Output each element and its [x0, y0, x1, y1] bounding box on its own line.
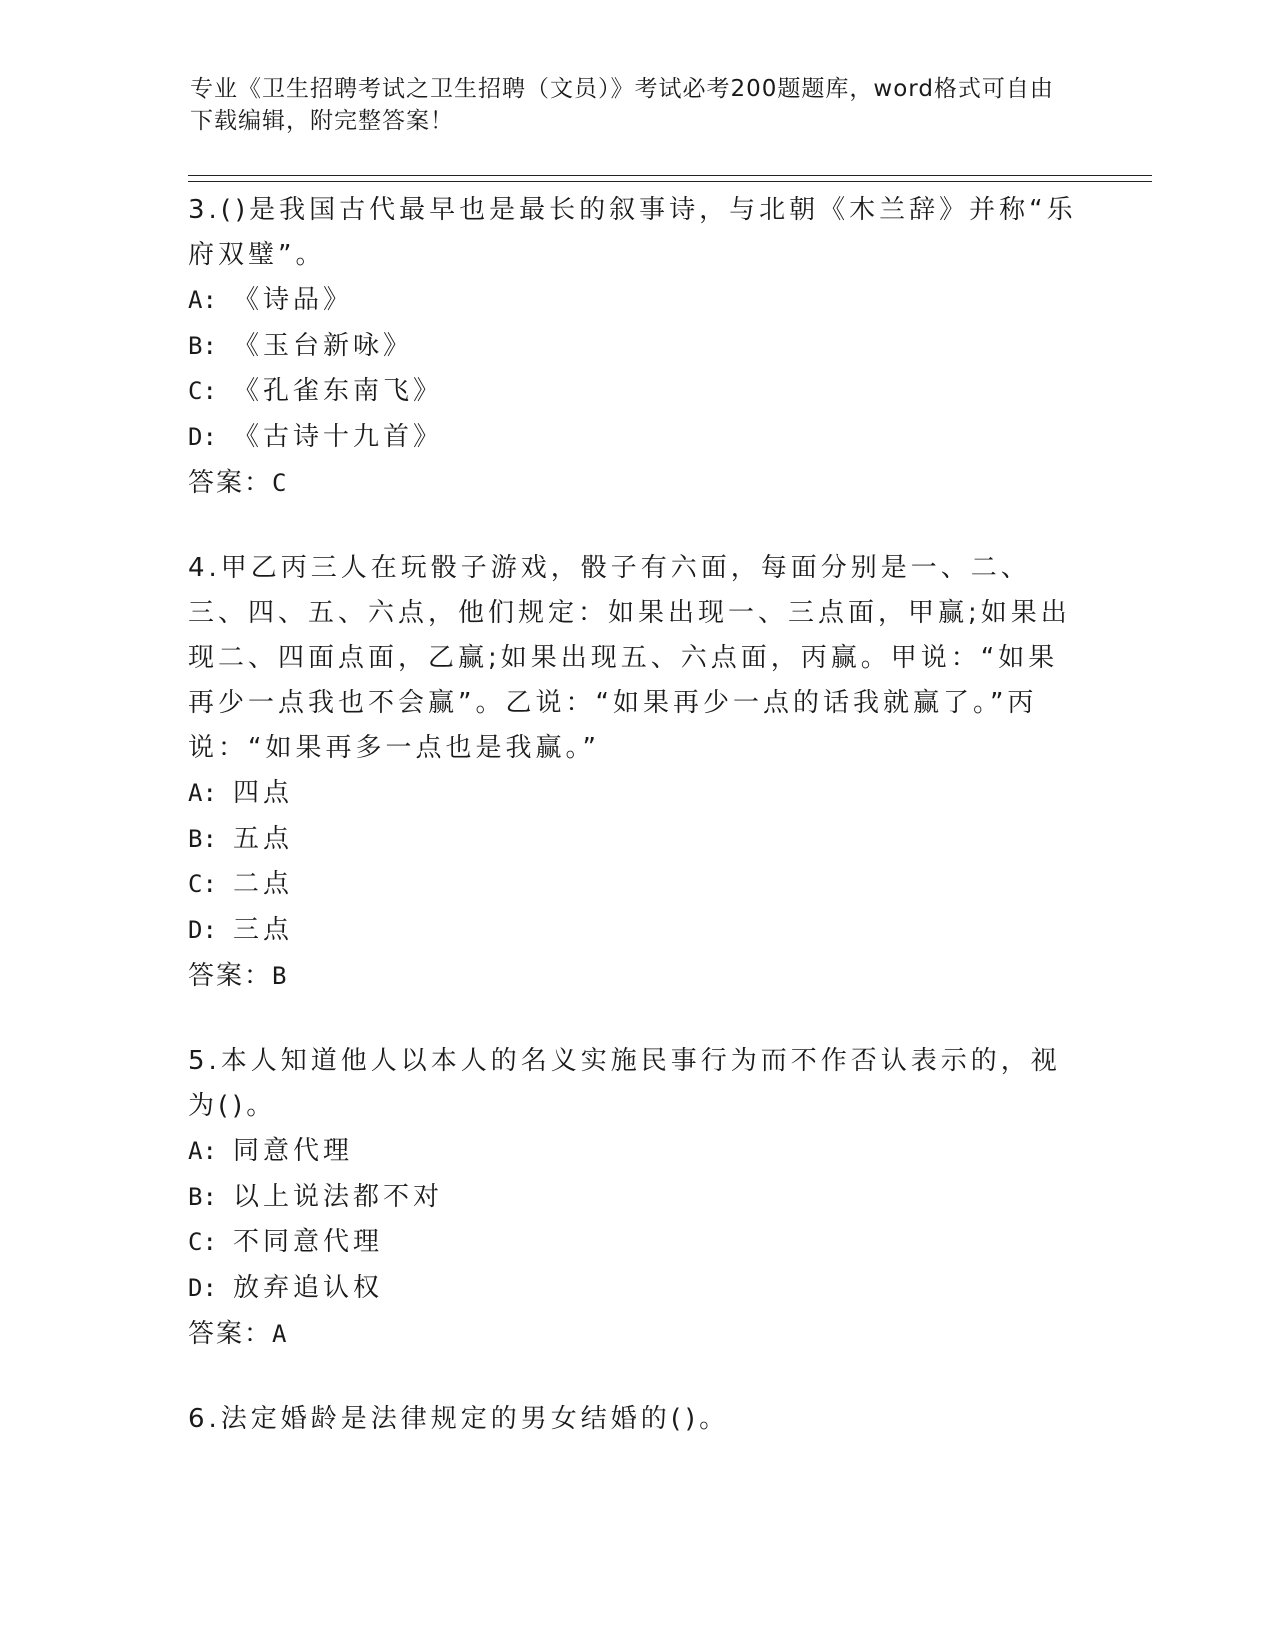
option-b [188, 1175, 1088, 1221]
option-letter: D: [188, 1273, 217, 1302]
option-text: 《古诗十九首》 [233, 421, 444, 452]
answer-label: 答案： [188, 468, 273, 498]
answer-value: B [272, 962, 289, 990]
option-letter: C: [188, 1228, 217, 1256]
option-b [188, 324, 1088, 370]
option-letter: C: [188, 870, 217, 898]
header-divider-top [188, 175, 1152, 176]
answer-label: 答案： [188, 961, 273, 991]
answer-line [188, 953, 1088, 999]
option-text: 《孔雀东南飞》 [233, 376, 444, 406]
answer-line [188, 460, 1088, 506]
option-text: 《玉台新咏》 [233, 330, 414, 361]
option-text: 同意代理 [233, 1136, 354, 1166]
answer-line [188, 1311, 1088, 1357]
option-text: 《诗品》 [233, 285, 354, 315]
question-text: 4.甲乙丙三人在玩骰子游戏，骰子有六面，每面分别是一、二、三、四、五、六点，他们规定：如果出现一、三点面，甲赢;如果出现二、四面点面，乙赢;如果出现五、六点面，丙赢。甲说：“如果再少一点我也不会赢”。乙说：“如果再少一点的话我就赢了。”丙说：“如果再多一点也是我赢。” [188, 553, 1071, 763]
option-text: 放弃追认权 [233, 1272, 384, 1303]
option-c [188, 1220, 1088, 1266]
option-letter: A: [188, 779, 217, 807]
option-b [188, 817, 1088, 863]
question-text: 3.()是我国古代最早也是最长的叙事诗，与北朝《木兰辞》并称“乐府双璧”。 [188, 195, 1077, 270]
question-4 [188, 546, 1088, 999]
question-5 [188, 1039, 1088, 1357]
question-3 [188, 188, 1088, 506]
option-c [188, 369, 1088, 415]
option-letter: A: [188, 1137, 217, 1165]
answer-value: C [272, 469, 289, 497]
answer-label: 答案： [188, 1319, 273, 1349]
option-letter: D: [188, 422, 217, 451]
option-letter: D: [188, 915, 217, 944]
question-list [188, 188, 1088, 1482]
option-d [188, 415, 1088, 461]
option-d [188, 1266, 1088, 1312]
option-a [188, 771, 1088, 817]
option-a [188, 278, 1088, 324]
option-letter: C: [188, 377, 217, 405]
option-text: 二点 [233, 869, 294, 899]
option-letter: B: [188, 824, 217, 853]
question-text: 6.法定婚龄是法律规定的男女结婚的()。 [188, 1404, 730, 1434]
option-text: 五点 [233, 823, 294, 854]
option-a [188, 1129, 1088, 1175]
document-header: 专业《卫生招聘考试之卫生招聘（文员）》考试必考200题题库，word格式可自由下载编辑，附完整答案！ [190, 76, 1054, 134]
header-divider-bottom [188, 181, 1152, 182]
option-text: 以上说法都不对 [233, 1181, 444, 1212]
question-6 [188, 1397, 1088, 1442]
option-text: 三点 [233, 914, 294, 945]
option-text: 不同意代理 [233, 1227, 384, 1257]
answer-value: A [272, 1320, 289, 1348]
option-letter: B: [188, 331, 217, 360]
option-letter: B: [188, 1182, 217, 1211]
option-d [188, 908, 1088, 954]
question-text: 5.本人知道他人以本人的名义实施民事行为而不作否认表示的，视为()。 [188, 1046, 1061, 1121]
option-text: 四点 [233, 778, 294, 808]
option-letter: A: [188, 286, 217, 314]
option-c [188, 862, 1088, 908]
